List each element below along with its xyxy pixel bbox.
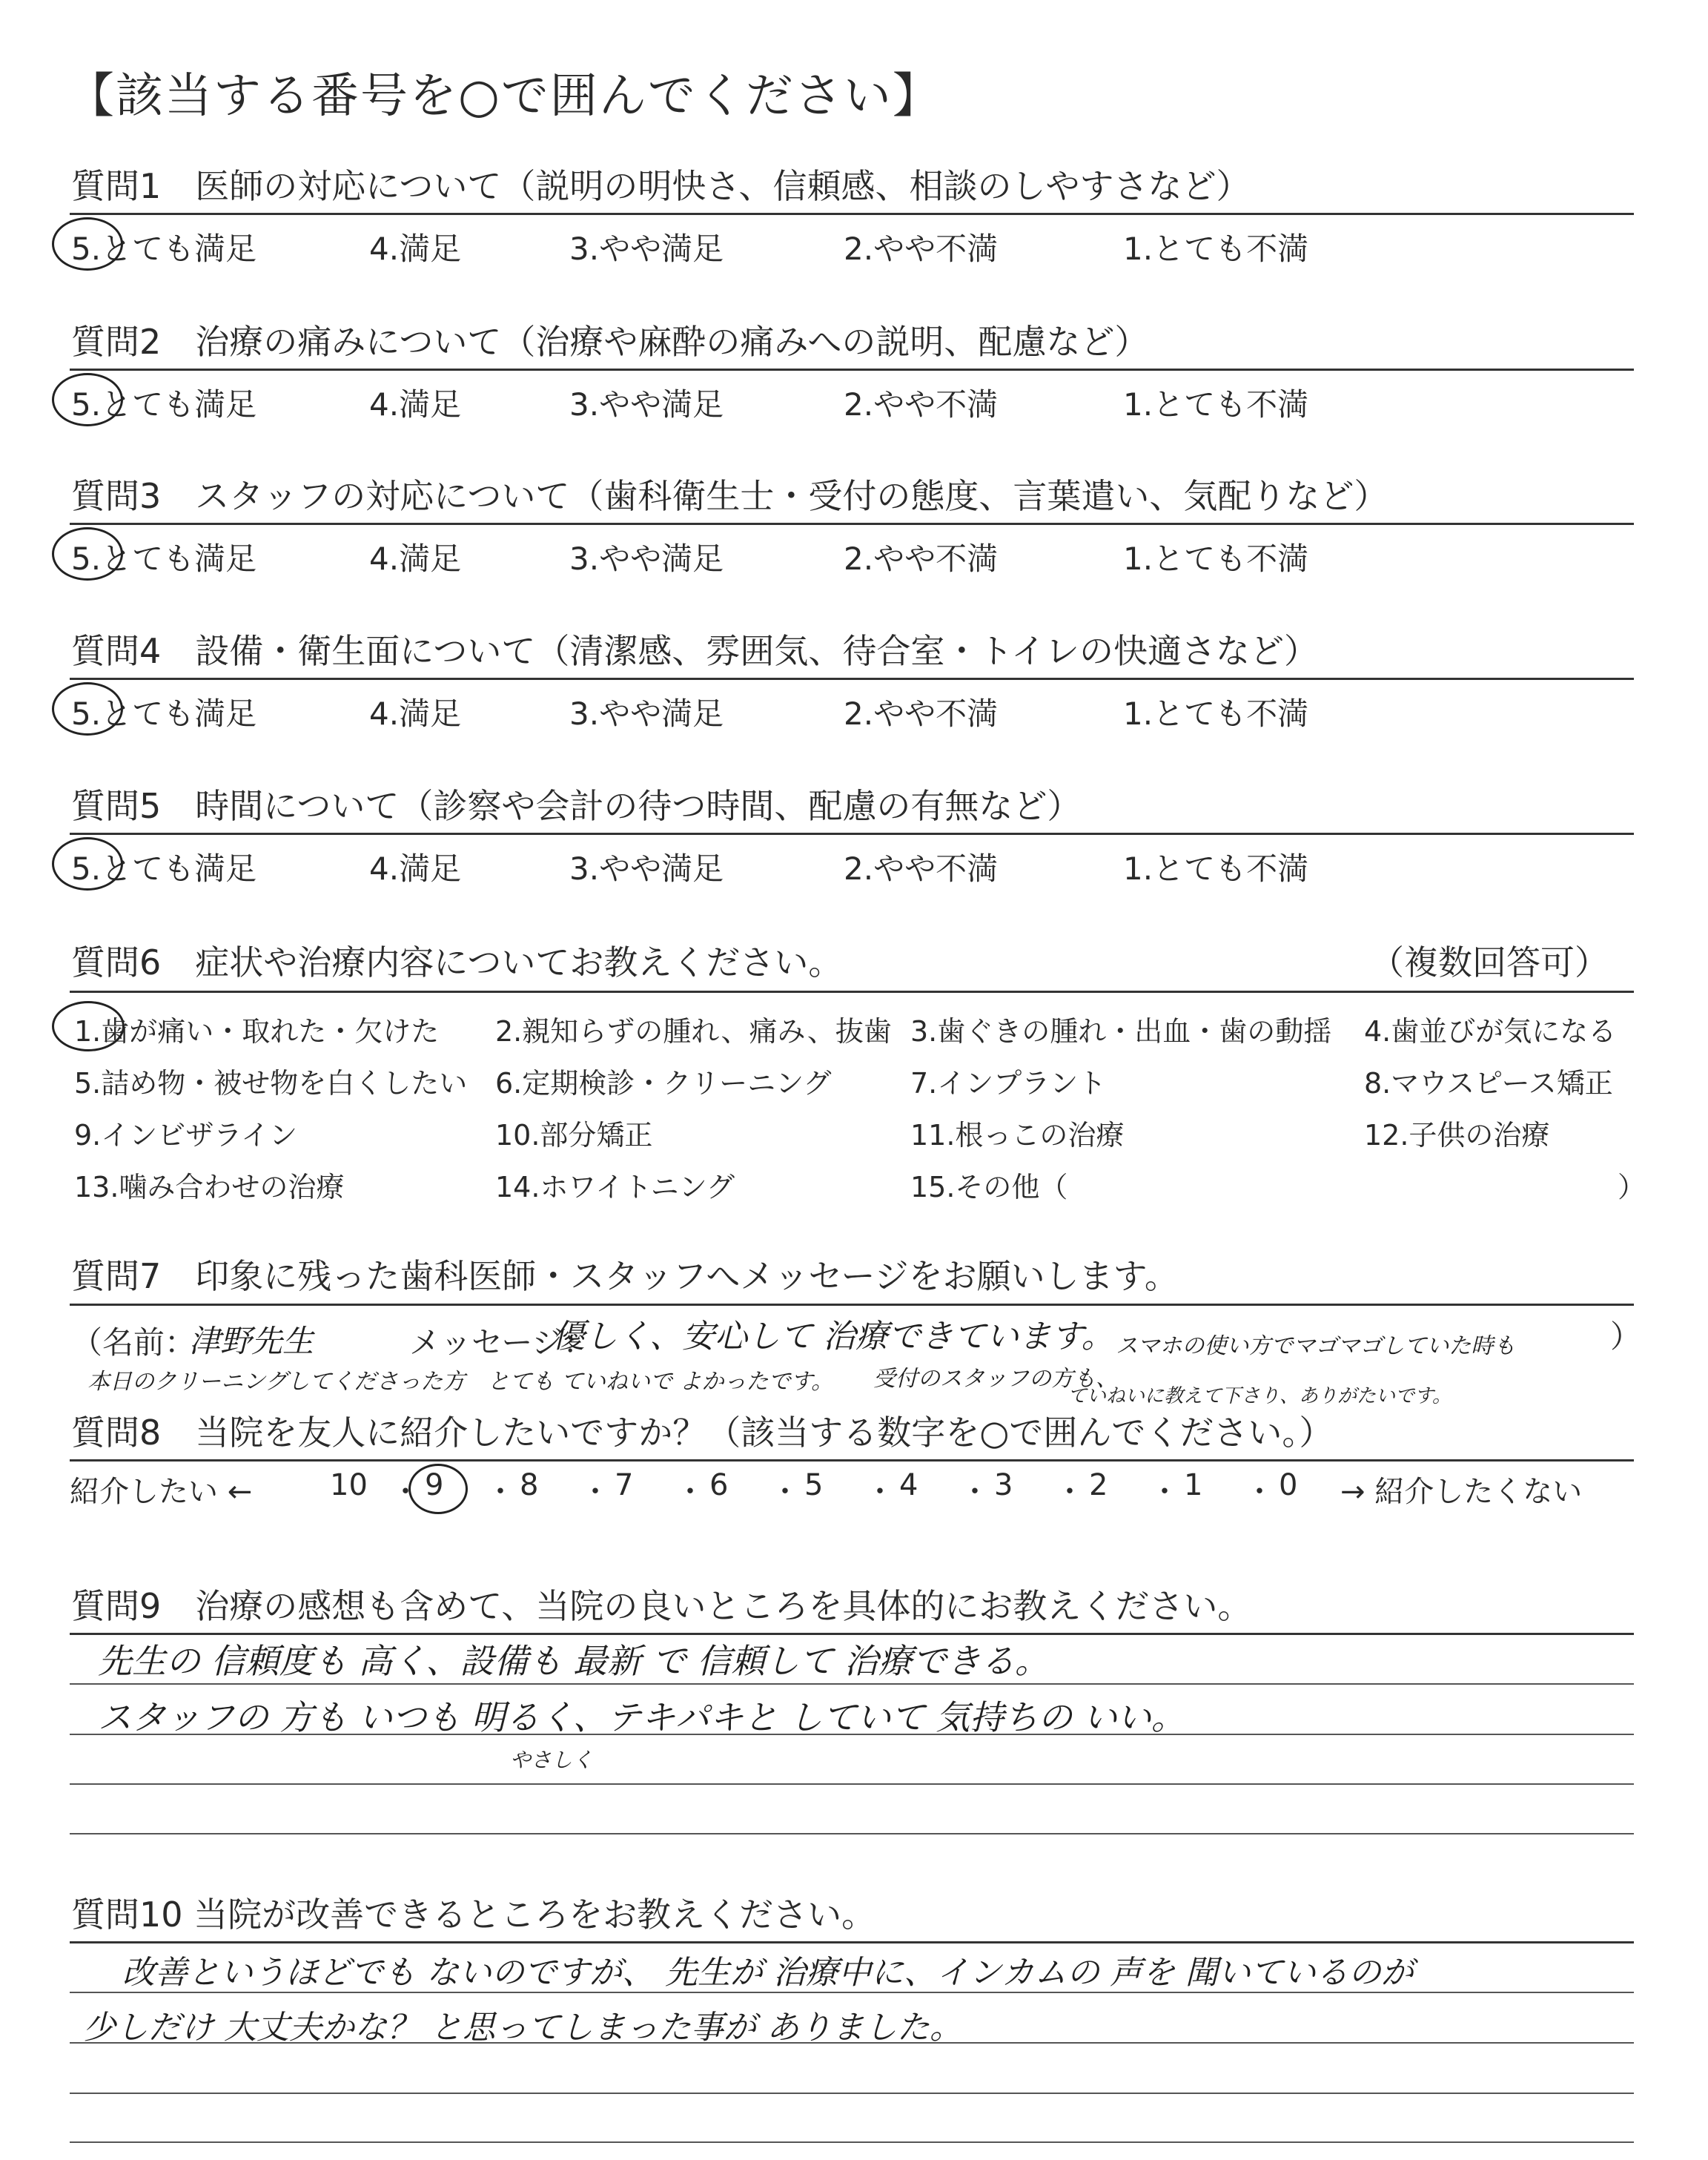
scale-separator: ・ [391, 1475, 420, 1509]
question-10-line-1 [70, 1941, 1634, 1943]
symptom-option-13[interactable]: 13.噛み合わせの治療 [74, 1171, 345, 1203]
symptom-option-10[interactable]: 10.部分矯正 [495, 1119, 653, 1152]
rating-option-3[interactable]: 3.やや満足 [569, 386, 724, 423]
question-9-line-4 [70, 1783, 1634, 1785]
form-header: 【該当する番号を○で囲んでください】 [67, 69, 941, 124]
question-5-underline [70, 833, 1634, 835]
rating-option-2[interactable]: 2.やや不満 [844, 541, 999, 577]
question-10-title: 質問10 当院が改善できるところをお教えください。 [71, 1895, 876, 1935]
question-2-underline [70, 369, 1634, 371]
question-1-title: 質問1 医師の対応について（説明の明快さ、信頼感、相談のしやすさなど） [71, 166, 1251, 206]
name-label: （名前： [71, 1324, 196, 1361]
rating-option-3[interactable]: 3.やや満足 [569, 696, 724, 732]
selected-answer-circle [52, 217, 123, 271]
scale-value-0[interactable]: 0 [1279, 1468, 1298, 1502]
question-8-underline [70, 1459, 1634, 1462]
rating-option-5[interactable]: 5.とても満足 [71, 696, 257, 732]
question-2-title: 質問2 治療の痛みについて（治療や麻酔の痛みへの説明、配慮など） [71, 322, 1149, 362]
question-10-line-4 [70, 2093, 1634, 2094]
symptom-option-3[interactable]: 3.歯ぐきの腫れ・出血・歯の動揺 [910, 1015, 1332, 1048]
scale-value-9[interactable]: 9 [425, 1468, 444, 1502]
rating-option-4[interactable]: 4.満足 [369, 231, 462, 267]
rating-option-4[interactable]: 4.満足 [369, 696, 462, 732]
question-8-title: 質問8 当院を友人に紹介したいですか？（該当する数字を○で囲んでください。） [71, 1413, 1334, 1453]
scale-separator: ・ [1150, 1475, 1179, 1509]
scale-separator: ・ [1055, 1475, 1085, 1509]
selected-answer-circle [52, 527, 123, 581]
rating-option-2[interactable]: 2.やや不満 [844, 231, 999, 267]
scale-value-2[interactable]: 2 [1089, 1468, 1108, 1502]
selected-answer-circle [52, 682, 123, 736]
symptom-option-7[interactable]: 7.インプラント [910, 1067, 1107, 1100]
symptom-option-15[interactable]: 15.その他（ [910, 1171, 1068, 1203]
scale-left-label: 紹介したい ← [70, 1475, 253, 1509]
symptom-option-5[interactable]: 5.詰め物・被せ物を白くしたい [74, 1067, 468, 1100]
symptom-option-6[interactable]: 6.定期検診・クリーニング [495, 1067, 832, 1100]
message-label: メッセージ： [409, 1324, 595, 1361]
q10-answer-line-1: 改善というほどでも ないのですが、 先生が 治療中に、インカムの 声を 聞いているのが [122, 1954, 1414, 1992]
message-close-paren: ） [1610, 1318, 1642, 1355]
question-7-title: 質問7 印象に残った歯科医師・スタッフへメッセージをお願いします。 [71, 1256, 1179, 1296]
scale-separator: ・ [960, 1475, 990, 1509]
rating-option-4[interactable]: 4.満足 [369, 851, 462, 887]
scale-value-7[interactable]: 7 [615, 1468, 634, 1502]
rating-option-2[interactable]: 2.やや不満 [844, 851, 999, 887]
other-close-paren: ） [1618, 1171, 1646, 1203]
selected-answer-circle [52, 837, 123, 891]
rating-option-2[interactable]: 2.やや不満 [844, 386, 999, 423]
symptom-option-9[interactable]: 9.インビザライン [74, 1119, 298, 1152]
rating-option-5[interactable]: 5.とても満足 [71, 541, 257, 577]
scale-right-label: → 紹介したくない [1340, 1475, 1583, 1509]
question-3-underline [70, 523, 1634, 525]
q9-answer-line-1: 先生の 信頼度も 高く、設備も 最新 で 信頼して 治療できる。 [98, 1641, 1049, 1681]
scale-separator: ・ [1245, 1475, 1274, 1509]
scale-value-6[interactable]: 6 [709, 1468, 729, 1502]
symptom-option-1[interactable]: 1.歯が痛い・取れた・欠けた [74, 1015, 440, 1048]
symptom-option-12[interactable]: 12.子供の治療 [1364, 1119, 1550, 1152]
selected-answer-circle [52, 1001, 125, 1051]
message-line-2a: 本日のクリーニングしてくださった方 とても ていねいで よかったです。 [87, 1369, 834, 1395]
scale-separator: ・ [580, 1475, 610, 1509]
scale-separator: ・ [865, 1475, 895, 1509]
rating-option-4[interactable]: 4.満足 [369, 386, 462, 423]
message-line-2b: 受付のスタッフの方も、 [873, 1366, 1118, 1392]
q9-insert-note: やさしく [510, 1748, 594, 1772]
selected-answer-circle [52, 373, 123, 426]
question-1-underline [70, 213, 1634, 215]
rating-option-1[interactable]: 1.とても不満 [1123, 541, 1309, 577]
selected-score-circle [408, 1464, 468, 1514]
scale-value-8[interactable]: 8 [520, 1468, 539, 1502]
question-4-title: 質問4 設備・衛生面について（清潔感、雰囲気、待合室・トイレの快適さなど） [71, 631, 1319, 671]
scale-separator: ・ [770, 1475, 800, 1509]
symptom-option-11[interactable]: 11.根っこの治療 [910, 1119, 1125, 1152]
question-7-underline [70, 1304, 1634, 1306]
rating-option-5[interactable]: 5.とても満足 [71, 386, 257, 423]
rating-option-3[interactable]: 3.やや満足 [569, 231, 724, 267]
symptom-option-14[interactable]: 14.ホワイトニング [495, 1171, 735, 1203]
scale-value-10[interactable]: 10 [330, 1468, 368, 1502]
question-5-title: 質問5 時間について（診察や会計の待つ時間、配慮の有無など） [71, 786, 1082, 826]
scale-value-3[interactable]: 3 [994, 1468, 1013, 1502]
rating-option-4[interactable]: 4.満足 [369, 541, 462, 577]
scale-value-5[interactable]: 5 [804, 1468, 824, 1502]
question-3-title: 質問3 スタッフの対応について（歯科衛生士・受付の態度、言葉遣い、気配りなど） [71, 476, 1388, 516]
rating-option-1[interactable]: 1.とても不満 [1123, 696, 1309, 732]
question-6-underline [70, 991, 1634, 993]
scale-value-1[interactable]: 1 [1184, 1468, 1203, 1502]
scale-value-4[interactable]: 4 [899, 1468, 918, 1502]
rating-option-1[interactable]: 1.とても不満 [1123, 851, 1309, 887]
q9-answer-line-2: スタッフの 方も いつも 明るく、テキパキと していて 気持ちの いい。 [98, 1697, 1185, 1737]
question-6-title: 質問6 症状や治療内容についてお教えください。 [71, 942, 843, 982]
rating-option-1[interactable]: 1.とても不満 [1123, 231, 1309, 267]
question-4-underline [70, 678, 1634, 680]
question-6-note: （複数回答可） [1370, 942, 1609, 982]
scale-separator: ・ [486, 1475, 515, 1509]
message-line-1: 優しく、安心して 治療できています。 [552, 1318, 1114, 1355]
rating-option-5[interactable]: 5.とても満足 [71, 851, 257, 887]
q10-answer-line-2: 少しだけ 大丈夫かな？ と思ってしまった事が ありました。 [83, 2009, 962, 2047]
symptom-option-2[interactable]: 2.親知らずの腫れ、痛み、抜歯 [495, 1015, 892, 1048]
symptom-option-8[interactable]: 8.マウスピース矯正 [1364, 1067, 1613, 1100]
question-10-line-5 [70, 2141, 1634, 2143]
rating-option-5[interactable]: 5.とても満足 [71, 231, 257, 267]
rating-option-3[interactable]: 3.やや満足 [569, 541, 724, 577]
question-9-line-5 [70, 1833, 1634, 1834]
rating-option-3[interactable]: 3.やや満足 [569, 851, 724, 887]
name-value: 津野先生 [189, 1323, 314, 1359]
rating-option-2[interactable]: 2.やや不満 [844, 696, 999, 732]
question-9-title: 質問9 治療の感想も含めて、当院の良いところを具体的にお教えください。 [71, 1586, 1252, 1626]
scale-separator: ・ [675, 1475, 705, 1509]
message-line-2c: ていねいに教えて下さり、ありがたいです。 [1068, 1385, 1452, 1407]
rating-option-1[interactable]: 1.とても不満 [1123, 386, 1309, 423]
message-line-1b: スマホの使い方でマゴマゴしていた時も [1116, 1333, 1516, 1359]
symptom-option-4[interactable]: 4.歯並びが気になる [1364, 1015, 1617, 1048]
question-9-line-2 [70, 1683, 1634, 1685]
